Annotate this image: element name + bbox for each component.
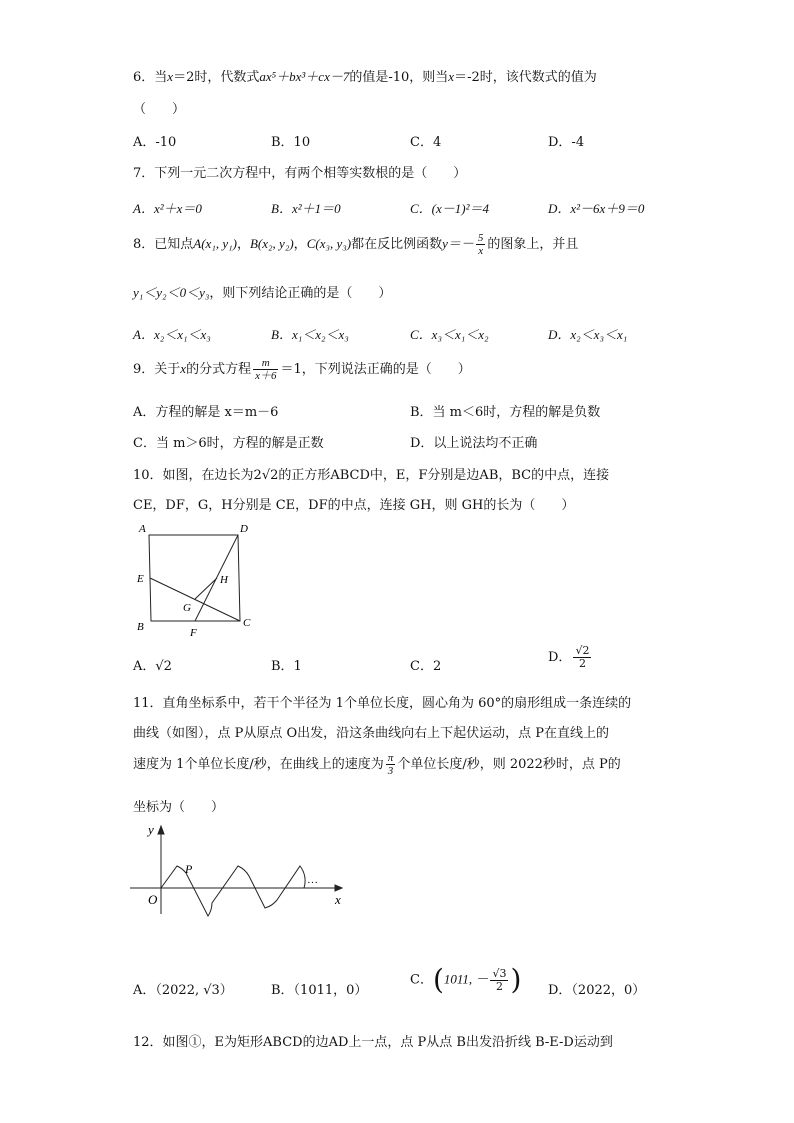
point-label-p: P xyxy=(185,862,193,876)
q11-stem-line1: 11．直角坐标系中，若干个半径为 1个单位长度，圆心角为 60°的扇形组成一条连续的 xyxy=(133,696,632,711)
label-f: F xyxy=(190,627,197,639)
q6-option-d: D．-4 xyxy=(548,135,585,150)
axis-label-y: y xyxy=(148,822,154,837)
q8-option-a: A．x₂＜x₁＜x₃ xyxy=(133,327,211,342)
q10-stem-line1: 10．如图，在边长为2√2的正方形ABCD中，E，F分别是边AB，BC的中点，连接 xyxy=(133,468,610,483)
segment-gh xyxy=(195,578,217,599)
q7-option-d: D．x²－6x＋9＝0 xyxy=(548,201,645,216)
q8-option-c: C．x₃＜x₁＜x₂ xyxy=(410,327,489,342)
q12-stem-line1: 12．如图①，E为矩形ABCD的边AD上一点，点 P从点 B出发沿折线 B-E-D运动到 xyxy=(133,1035,613,1050)
label-b: B xyxy=(137,621,144,633)
q11-option-c: C．(1011, － $\frac{√3}{2}$ ) xyxy=(410,963,522,996)
q8-option-b: B．x₁＜x₂＜x₃ xyxy=(271,327,349,342)
label-h: H xyxy=(220,574,228,586)
q8-fraction: $\frac{5}{x}$ xyxy=(477,232,484,257)
q11-option-d: D．（2022，0） xyxy=(548,983,646,998)
q7-option-c: C．(x－1)²＝4 xyxy=(410,201,489,216)
q9-option-a: A．方程的解是 x＝m－6 xyxy=(133,405,279,420)
q11-wave-figure xyxy=(130,818,350,918)
q6-expression: ax⁵＋bx³＋cx－7 xyxy=(259,69,350,84)
q9-fraction: $\frac{m}{x+6}$ xyxy=(255,357,277,382)
q8-stem-line2: y₁＜y₂＜0＜y₃，则下列结论正确的是（ ） xyxy=(133,285,392,301)
q10-stem-line2: CE，DF，G，H分别是 CE，DF的中点，连接 GH，则 GH的长为（ ） xyxy=(133,498,575,513)
q10-square-figure xyxy=(130,518,260,642)
q11-option-b: B．（1011，0） xyxy=(271,983,368,998)
q9-option-b: B．当 m＜6时，方程的解是负数 xyxy=(410,405,601,420)
q8-stem-line1: 8．已知点A(x₁, y₁)，B(x₂, y₂)，C(x₃, y₃)都在反比例函数y＝－ $\frac{5}{x}$ 的图象上，并且 xyxy=(133,232,579,257)
wave-curve xyxy=(161,866,305,916)
label-a: A xyxy=(139,523,146,535)
continuation-dots: ··· xyxy=(307,877,318,889)
q10-option-c: C．2 xyxy=(410,659,442,674)
q6-option-c: C．4 xyxy=(410,135,442,150)
label-c: C xyxy=(243,617,251,629)
q10-option-b: B．1 xyxy=(271,659,302,674)
label-g: G xyxy=(183,602,191,614)
q6-blank: （ ） xyxy=(133,102,186,117)
q10-option-d: D． $\frac{√2}{2}$ xyxy=(548,644,590,670)
q6-option-a: A．-10 xyxy=(133,135,177,150)
q6-option-b: B．10 xyxy=(271,135,311,150)
label-d: D xyxy=(240,523,248,535)
q10-option-a: A．√2 xyxy=(133,659,172,674)
q11-option-a: A．（2022, √3） xyxy=(133,983,233,998)
q7-option-a: A．x²＋x＝0 xyxy=(133,201,202,216)
q11-stem-line4: 坐标为（ ） xyxy=(133,800,225,815)
q8-option-d: D．x₂＜x₃＜x₁ xyxy=(548,327,628,342)
q7-option-b: B．x²＋1＝0 xyxy=(271,201,341,216)
origin-label: O xyxy=(148,892,158,907)
q6-stem: 6．当x＝2时，代数式ax⁵＋bx³＋cx－7的值是-10，则当x＝-2时，该代数式的值为 xyxy=(133,69,597,85)
q7-stem: 7．下列一元二次方程中，有两个相等实数根的是（ ） xyxy=(133,166,467,181)
q9-option-c: C．当 m＞6时，方程的解是正数 xyxy=(133,436,324,451)
q11-stem-line3: 速度为 1个单位长度/秒，在曲线上的速度为 $\frac{\pi}{3}$ 个单位长度/秒，则 2022秒时，点 P的 xyxy=(133,752,621,777)
q11-stem-line2: 曲线（如图），点 P从原点 O出发，沿这条曲线向右上下起伏运动，点 P在直线上的 xyxy=(133,726,610,741)
label-e: E xyxy=(137,573,144,585)
q9-option-d: D．以上说法均不正确 xyxy=(410,436,538,451)
axis-label-x: x xyxy=(335,892,341,907)
q9-stem: 9．关于x的分式方程 $\frac{m}{x+6}$ ＝1，下列说法正确的是（ ） xyxy=(133,357,471,382)
